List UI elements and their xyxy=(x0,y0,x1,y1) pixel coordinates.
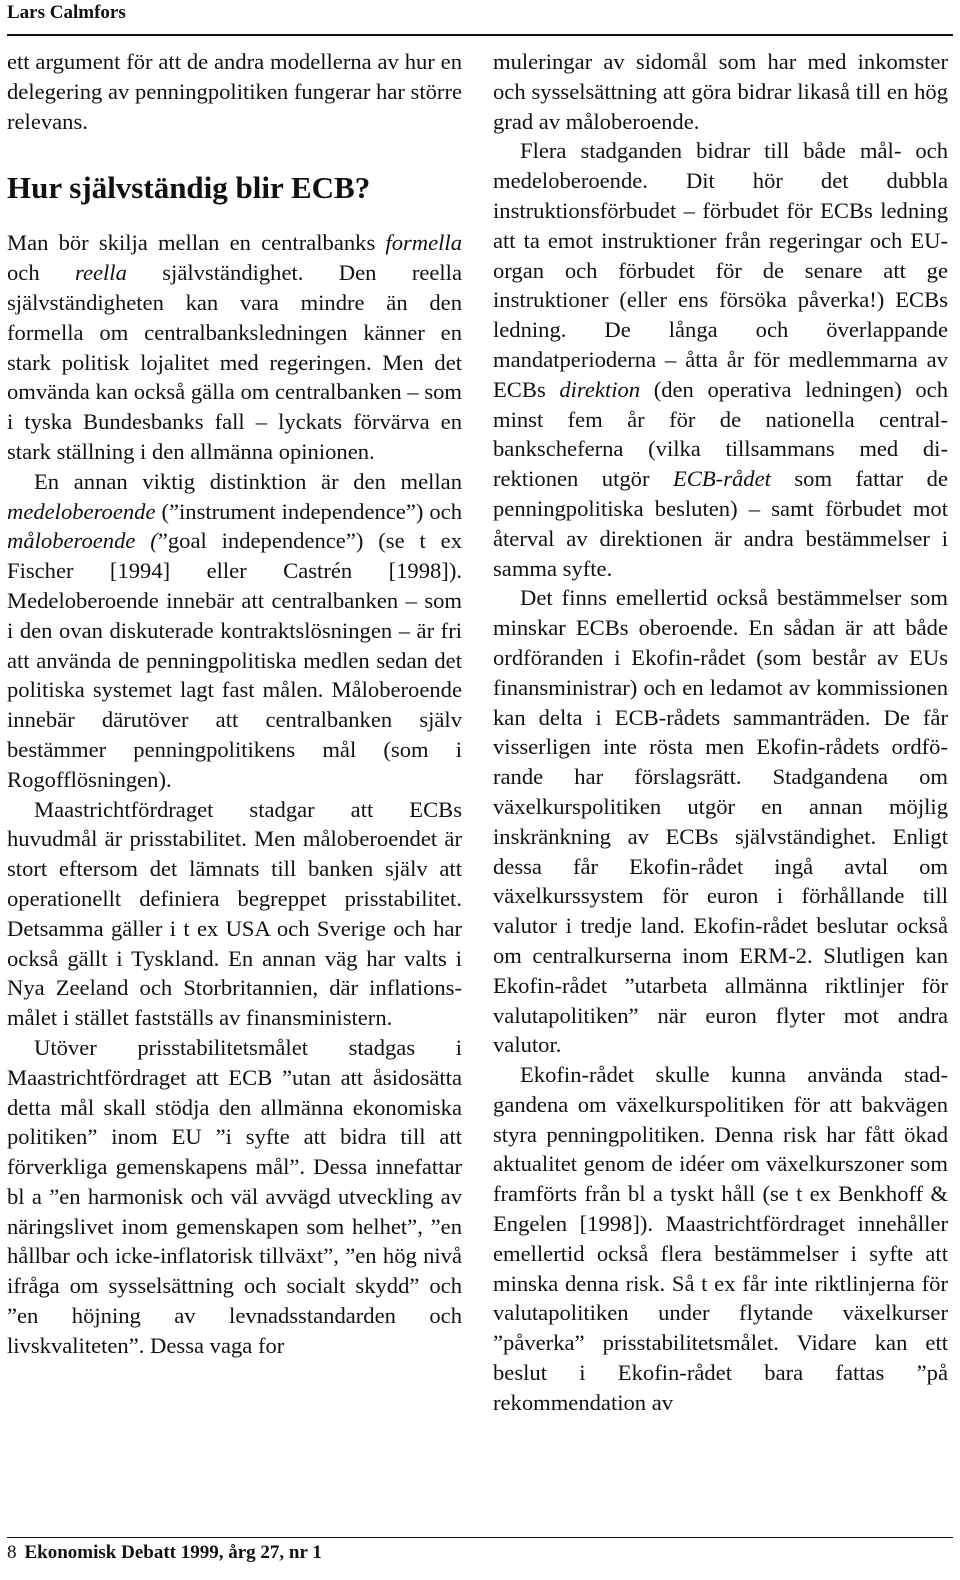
section-heading: Hur självständig blir ECB? xyxy=(7,170,371,206)
header-rule xyxy=(7,34,953,36)
paragraph: ett argument för att de andra modellerna av hur en delegering av penningpolitiken fungerar har större relevans. xyxy=(7,49,462,134)
running-head-author: Lars Calmfors xyxy=(7,2,126,23)
page-number: 8 xyxy=(7,1542,17,1563)
paragraph: Utöver prisstabilitetsmålet stadgas i Maastrichtfördraget att ECB ”utan att åsidosätta detta mål skall stödja den allmänna ekonomiska politiken” inom EU ”i syfte att bidra till att förverkliga gemenskapens mål”. Dessa innefattar bl a ”en harmonisk och väl avvägd utveckling av näringslivet inom gemenskapen som helhet”, ”en hållbar och icke-inflatorisk tillväxt”, ”en hög nivå ifråga om sysselsättning och socialt skydd” och ”en höjning av levnadsstandarden och livskvaliteten”. Dessa vaga for xyxy=(7,1034,462,1358)
paragraph: Man bör skilja mellan en centralbanks formella och reella självständighet. Den reella självständigheten kan vara mindre än den formella om centralbanksledningen känner en stark politisk lojalitet med regeringen. Men det omvända kan också gälla om centralbanken – som i tyska Bundesbanks fall – lyckats förvärva en stark ställning i den allmänna opinionen. xyxy=(7,230,462,464)
paragraph: En annan viktig distinktion är den mellan medeloberoende (”instrument independence”) och måloberoende (”goal independence”) (se t ex Fischer [1994] eller Castrén [1998]). Medeloberoende innebär att centralbanken – som i den ovan diskuterade kontraktslösningen – är fri att använda de penningpolitiska medlen sedan det politiska systemet lagt fast målen. Måloberoende innebär därutöver att centralbanken själv bestämmer penningpolitikens mål (som i Rogofflösningen). xyxy=(7,468,462,792)
page-footer xyxy=(7,1542,322,1564)
left-column xyxy=(7,47,462,1361)
paragraph: Maastrichtfördraget stadgar att ECBs huvudmål är prisstabilitet. Men måloberoendet är stort eftersom det lämnats till banken själv att operationellt definiera begreppet prisstabilitet. Detsamma gäller i t ex USA och Sverige och har också gällt i Tyskland. En annan väg har valts i Nya Zeeland och Storbritannien, där inflationsmålet i stället fastställs av finansministern. xyxy=(7,796,462,1031)
paragraph: muleringar av sidomål som har med inkomster och sysselsättning att göra bidrar likaså till en hög grad av måloberoende. xyxy=(493,49,948,134)
paragraph: Det finns emellertid också bestämmelser som minskar ECBs oberoende. En sådan är att både ordföranden i Ekofin-rådet (som består av EUs finansministrar) och en ledamot av kommissionen kan delta i ECB-rådets sammanträden. De får visserligen inte rösta men Ekofin-rådets ordförande har förslagsrätt. Stadgandena om växelkurspolitiken utgör en annan möjlig inskränkning av ECBs självständighet. Enligt dessa får Ekofin-rådet ingå avtal om växelkurssystem för euron i förhållande till valutor i tredje land. Ekofin-rådet beslutar också om centralkurserna inom ERM-2. Slutligen kan Ekofin-rådet ”utarbeta allmänna riktlinjer för valutapolitiken” när euron flyter mot andra valutor. xyxy=(493,585,948,1058)
paragraph: Flera stadganden bidrar till både mål- och medeloberoende. Dit hör det dubbla instruktionsförbudet – förbudet för ECBs ledning att ta emot instruktioner från regeringar och EU-organ och förbudet för de senare att ge instruktioner (eller ens försöka påverka!) ECBs ledning. De långa och överlappande mandatperioderna – åtta år för medlemmarna av ECBs direktion (den operativa ledningen) och minst fem år för de nationella centralbankscheferna (vilka tillsammans med direktionen utgör ECB-rådet som fattar de penningpolitiska besluten) – samt förbudet mot återval av direktionen är andra bestämmelser i samma syfte. xyxy=(493,138,949,581)
right-column xyxy=(493,47,948,1418)
journal-citation: Ekonomisk Debatt 1999, årg 27, nr 1 xyxy=(24,1542,322,1563)
footer-rule xyxy=(7,1537,953,1538)
paragraph: Ekofin-rådet skulle kunna använda stadgandena om växelkurspolitiken för att bakvägen styra penningpolitiken. Denna risk har fått ökad aktualitet genom de idéer om växelkurszoner som framförts från bl a tyskt håll (se t ex Benkhoff & Engelen [1998]). Maastrichtfördraget innehåller emellertid också flera bestämmelser i syfte att minska denna risk. Så t ex får inte riktlinjerna för valutapolitiken under flytande växelkurser ”påverka” prisstabilitetsmålet. Vidare kan ett beslut i Ekofin-rådet bara fattas ”på rekommendation av xyxy=(493,1062,948,1415)
